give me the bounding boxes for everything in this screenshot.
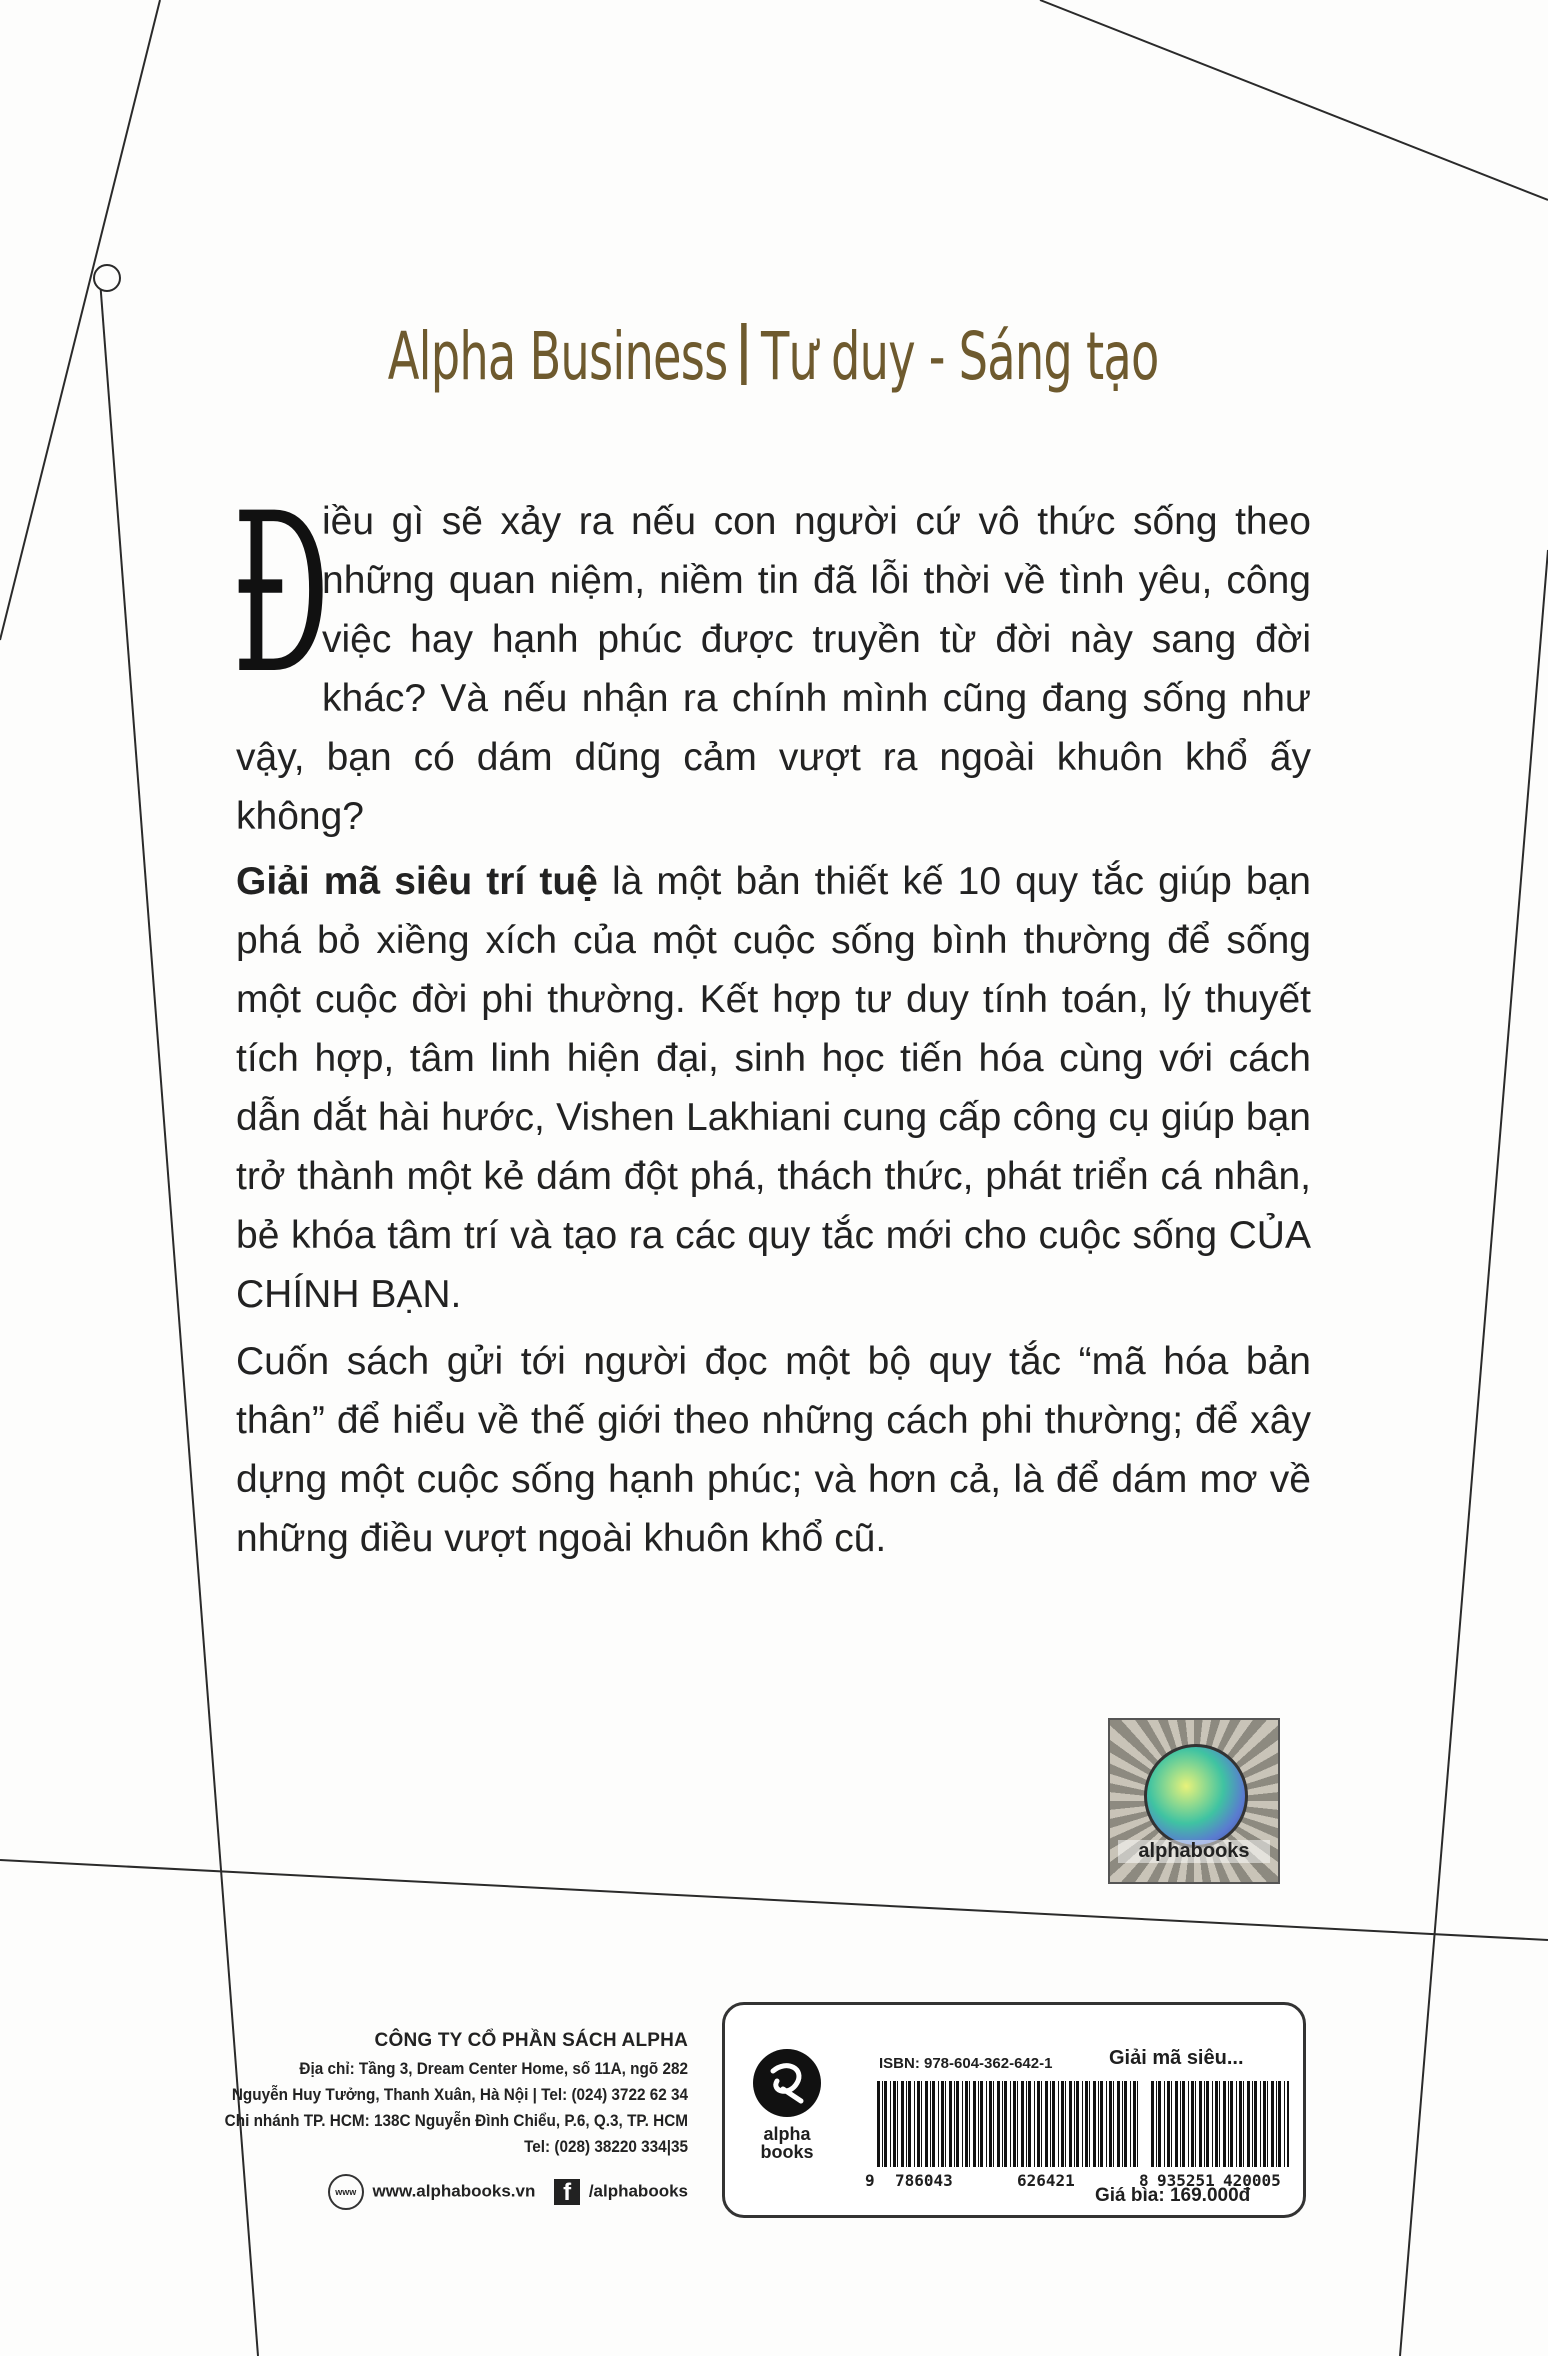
price-digits-b: 420005: [1223, 2171, 1281, 2190]
publisher-branch-1: Chi nhánh TP. HCM: 138C Nguyễn Đình Chiểu, P.6, Q.3, TP. HCM: [224, 2111, 688, 2130]
price-digits-a: 935251: [1157, 2171, 1215, 2190]
series-separator: [742, 323, 747, 385]
series-category: Tư duy - Sáng tạo: [761, 318, 1159, 395]
globe-www-icon: www: [328, 2174, 364, 2210]
globe-icon: [1144, 1744, 1248, 1848]
isbn-digit-lead: 9: [865, 2171, 875, 2190]
blurb-paragraph-2: [236, 852, 1311, 1324]
logo-line-1: alpha: [763, 2124, 811, 2144]
facebook-link[interactable]: /alphabooks: [588, 2181, 688, 2201]
logo-wordmark: [747, 2125, 827, 2161]
series-publisher: Alpha Business: [387, 318, 728, 395]
series-heading: [169, 318, 1376, 395]
drop-cap: Đ: [232, 466, 330, 722]
price-digit-lead: 8: [1139, 2171, 1149, 2190]
cover-price: Giá bìa: 169.000đ: [1095, 2185, 1251, 2206]
book-title-bold: Giải mã siêu trí tuệ: [236, 860, 598, 903]
barcode-book-title: Giải mã siêu...: [1109, 2047, 1244, 2069]
blurb-text-1: iều gì sẽ xảy ra nếu con người cứ vô thức sống theo những quan niệm, niềm tin đã lỗi thời về tình yêu, công việc hay hạnh phúc được truyền từ đời này sang đời khác? Và nếu nhận ra chính mình cũng đang sống như vậy, bạn có dám dũng cảm vượt ra ngoài khuôn khổ ấy không?: [236, 500, 1311, 838]
barcode-box: [722, 2002, 1306, 2218]
isbn-barcode: [877, 2081, 1139, 2167]
publisher-branch-2: Tel: (028) 38220 334|35: [524, 2137, 688, 2156]
website-link[interactable]: www.alphabooks.vn: [372, 2181, 536, 2201]
logo-line-2: books: [760, 2142, 814, 2162]
hologram-sticker: [1108, 1718, 1280, 1884]
publisher-links: [168, 2174, 688, 2210]
blurb-paragraph-3: [236, 1332, 1311, 1568]
price-barcode: [1151, 2081, 1289, 2167]
blurb-paragraph-1: [232, 466, 1311, 846]
hologram-label: alphabooks: [1118, 1840, 1270, 1863]
publisher-info: [168, 2030, 688, 2210]
publisher-address-2: Nguyễn Huy Tưởng, Thanh Xuân, Hà Nội | Tel: (024) 3722 62 34: [231, 2085, 688, 2104]
isbn-text: ISBN: 978-604-362-642-1: [879, 2055, 1053, 2072]
publisher-company: CÔNG TY CỔ PHẦN SÁCH ALPHA: [374, 2030, 688, 2051]
publisher-address-1: Địa chỉ: Tầng 3, Dream Center Home, số 11A, ngõ 282: [299, 2059, 688, 2078]
facebook-icon: f: [554, 2179, 580, 2205]
blurb-text-2: là một bản thiết kế 10 quy tắc giúp bạn phá bỏ xiềng xích của một cuộc sống bình thường để sống một cuộc đời phi thường. Kết hợp tư duy tính toán, lý thuyết tích hợp, tâm linh hiện đại, sinh học tiến hóa cùng với cách dẫn dắt hài hước, Vishen Lakhiani cung cấp công cụ giúp bạn trở thành một kẻ dám đột phá, thách thức, phát triển cá nhân, bẻ khóa tâm trí và tạo ra các quy tắc mới cho cuộc sống CỦA CHÍNH BẠN.: [236, 860, 1311, 1316]
blurb-text-3: Cuốn sách gửi tới người đọc một bộ quy tắc “mã hóa bản thân” để hiểu về thế giới theo những cách phi thường; để xây dựng một cuộc sống hạnh phúc; và hơn cả, là để dám mơ về những điều vượt ngoài khuôn khổ cũ.: [236, 1340, 1311, 1560]
alphabooks-logo-icon: [753, 2049, 821, 2117]
isbn-digits-b: 626421: [1017, 2171, 1075, 2190]
isbn-digits-a: 786043: [895, 2171, 953, 2190]
